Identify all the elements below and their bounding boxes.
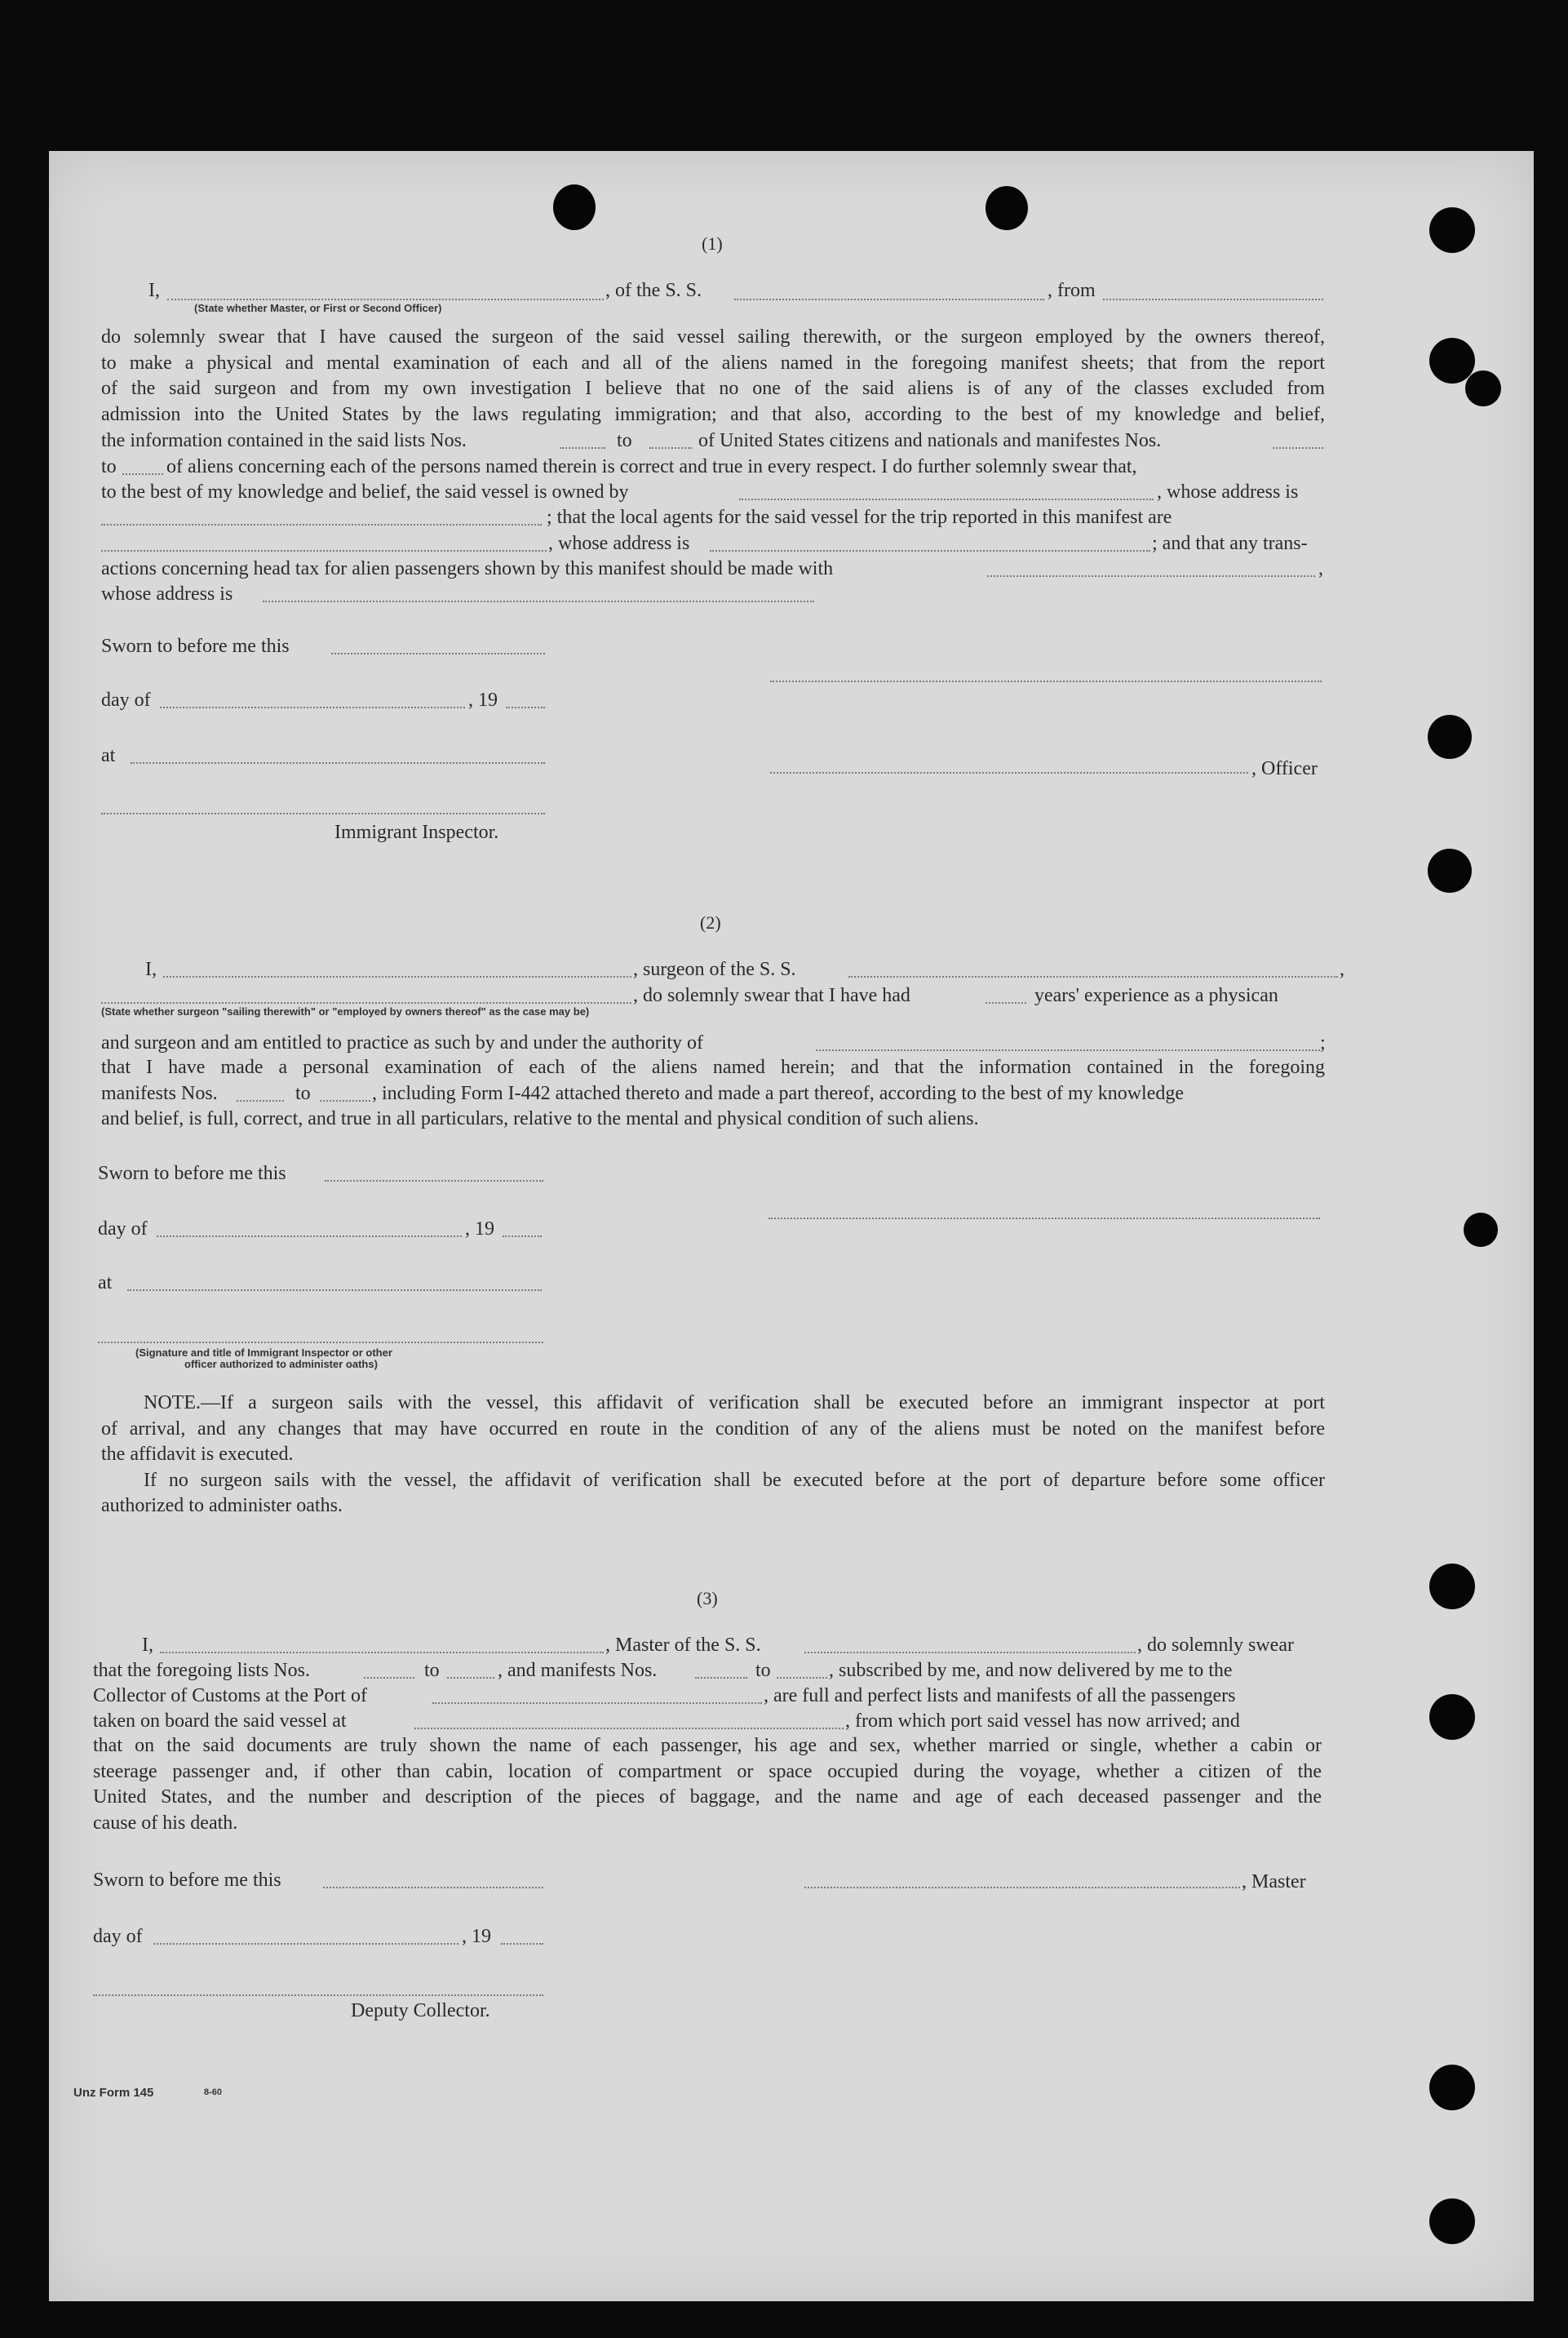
s2-sailing-field[interactable] xyxy=(101,1002,631,1004)
s1-headtax-address-field[interactable] xyxy=(263,601,814,602)
s2-row1b: ; xyxy=(1320,1032,1326,1054)
s3-row2d: to xyxy=(755,1660,771,1681)
s1-lists-from-field[interactable] xyxy=(560,447,605,449)
s3-day-field[interactable] xyxy=(153,1943,458,1945)
section-2-number: (2) xyxy=(700,912,721,933)
s1-vessel-field[interactable] xyxy=(734,299,1044,300)
s3-row: United States, and the number and description of the pieces of baggage, and the name and age of each deceased passenger and the xyxy=(93,1786,1322,1808)
s1-line1-end: , from xyxy=(1048,280,1096,301)
punch-hole xyxy=(1429,207,1475,253)
section-1-number: (1) xyxy=(702,233,723,254)
s1-row8a: ; that the local agents for the said vessel for the trip reported in this manifest are xyxy=(547,507,1172,528)
s1-officer-field[interactable] xyxy=(167,299,604,300)
s3-year: , 19 xyxy=(462,1926,491,1947)
s2-sig-label-2: officer authorized to administer oaths) xyxy=(184,1358,378,1370)
s1-year-field[interactable] xyxy=(506,707,545,708)
s1-row10a: actions concerning head tax for alien passengers shown by this manifest should be made with xyxy=(101,558,834,579)
s3-manifests-from-field[interactable] xyxy=(695,1677,747,1679)
s1-headtax-field[interactable] xyxy=(987,575,1315,577)
s3-row3b: , are full and perfect lists and manifests of all the passengers xyxy=(764,1685,1236,1706)
s3-vessel-field[interactable] xyxy=(804,1652,1136,1653)
s1-manifests-field[interactable] xyxy=(1273,447,1323,449)
s1-owner-address-field[interactable] xyxy=(101,524,542,526)
punch-hole xyxy=(1464,1213,1498,1247)
s2-sig-label-1: (Signature and title of Immigrant Inspector or other xyxy=(135,1346,392,1359)
s1-row7b: , whose address is xyxy=(1157,481,1299,503)
s2-signature-line[interactable] xyxy=(768,1218,1320,1219)
s1-line1-mid: , of the S. S. xyxy=(605,280,702,301)
s3-lists-to-field[interactable] xyxy=(447,1677,494,1679)
s3-day: day of xyxy=(93,1926,143,1947)
section-3-number: (3) xyxy=(697,1588,718,1608)
s1-row7a: to the best of my knowledge and belief, the said vessel is owned by xyxy=(101,481,629,503)
s2-at-field[interactable] xyxy=(127,1289,542,1291)
s3-row2e: , subscribed by me, and now delivered by me to the xyxy=(829,1660,1233,1681)
s2-line1b: , surgeon of the S. S. xyxy=(633,959,796,980)
s1-paragraph xyxy=(101,325,1325,428)
s3-port-field[interactable] xyxy=(432,1702,762,1704)
footer-form-label: Unz Form 145 xyxy=(73,2086,154,2100)
s1-year: , 19 xyxy=(468,690,498,711)
punch-hole xyxy=(1429,1694,1475,1740)
s1-signature-line[interactable] xyxy=(770,681,1322,682)
s1-hint: (State whether Master, or First or Second Officer) xyxy=(194,302,442,314)
s2-vessel-field[interactable] xyxy=(848,976,1338,978)
s2-sworn: Sworn to before me this xyxy=(98,1163,286,1184)
s2-inspector-line[interactable] xyxy=(98,1342,543,1343)
s1-at-field[interactable] xyxy=(131,762,545,764)
s2-line1c: , xyxy=(1340,959,1344,980)
s3-master-field[interactable] xyxy=(160,1652,604,1653)
s1-row5c: of United States citizens and nationals and manifestes Nos. xyxy=(698,430,1162,451)
s3-row: cause of his death. xyxy=(93,1812,238,1834)
s2-note-row: the affidavit is executed. xyxy=(101,1444,294,1465)
s2-line2b: years' experience as a physican xyxy=(1034,985,1278,1006)
s2-note2-row: authorized to administer oaths. xyxy=(101,1495,343,1516)
s3-row4b: , from which port said vessel has now arrived; and xyxy=(845,1710,1240,1732)
s3-master: , Master xyxy=(1242,1871,1306,1892)
s1-owner-field[interactable] xyxy=(739,499,1154,500)
s3-line1c: , do solemnly swear xyxy=(1137,1635,1294,1656)
s2-day-field[interactable] xyxy=(157,1236,462,1237)
s3-row3a: Collector of Customs at the Port of xyxy=(93,1685,367,1706)
s1-line1-prefix: I, xyxy=(148,280,160,301)
punch-hole xyxy=(1465,370,1501,406)
s2-row1a: and surgeon and am entitled to practice as such by and under the authority of xyxy=(101,1032,703,1054)
s2-row4: and belief, is full, correct, and true in all particulars, relative to the mental and physical condition of such aliens. xyxy=(101,1108,979,1129)
s2-years-field[interactable] xyxy=(986,1002,1026,1004)
s3-row4a: taken on board the said vessel at xyxy=(93,1710,347,1732)
footer-form-code: 8-60 xyxy=(204,2087,223,2097)
s2-row3c: , including Form I-442 attached thereto and made a part thereof, according to the best of my knowledge xyxy=(372,1083,1185,1104)
s1-row: to make a physical and mental examination of each and all of the aliens named in the foregoing manifest sheets; that from the report xyxy=(101,352,1325,374)
s2-manifests-to-field[interactable] xyxy=(320,1100,370,1102)
s1-manifests-to-field[interactable] xyxy=(122,473,163,475)
s2-manifests-from-field[interactable] xyxy=(237,1100,284,1102)
s3-year-field[interactable] xyxy=(501,1943,543,1945)
s2-at: at xyxy=(98,1272,113,1293)
s3-row: steerage passenger and, if other than cabin, location of compartment or space occupied during the voyage, whether a citizen of the xyxy=(93,1760,1322,1782)
s2-line1a: I, xyxy=(145,959,157,980)
s3-line1b: , Master of the S. S. xyxy=(605,1635,761,1656)
s1-agents-field[interactable] xyxy=(101,550,547,552)
s3-deputy-line[interactable] xyxy=(93,1994,543,1996)
s3-row2b: to xyxy=(424,1660,440,1681)
s2-surgeon-field[interactable] xyxy=(163,976,631,978)
s3-sworn: Sworn to before me this xyxy=(93,1870,281,1891)
s1-inspector-line[interactable] xyxy=(101,813,545,814)
s1-row9a: , whose address is xyxy=(548,533,690,554)
punch-hole xyxy=(1429,1564,1475,1609)
s1-at: at xyxy=(101,745,116,766)
s1-day: day of xyxy=(101,690,151,711)
s2-row3b: to xyxy=(295,1083,311,1104)
s1-sworn: Sworn to before me this xyxy=(101,636,290,657)
s3-deputy: Deputy Collector. xyxy=(351,2000,490,2021)
s1-row9b: ; and that any trans- xyxy=(1152,533,1308,554)
s2-note-row: of arrival, and any changes that may have occurred en route in the condition of any of the aliens must be noted on the manifest before xyxy=(101,1417,1325,1440)
s3-row2a: that the foregoing lists Nos. xyxy=(93,1660,310,1681)
s1-inspector: Immigrant Inspector. xyxy=(334,822,499,843)
s2-row3a: manifests Nos. xyxy=(101,1083,218,1104)
s1-lists-to-field[interactable] xyxy=(649,447,692,449)
s1-day-field[interactable] xyxy=(160,707,465,708)
s2-note2-row: If no surgeon sails with the vessel, the affidavit of verification shall be executed before at the port of departure before some officer xyxy=(144,1469,1325,1491)
s1-row: of the said surgeon and from my own investigation I believe that no one of the said aliens is of any of the classes excluded from xyxy=(101,378,1325,399)
s1-officer-line[interactable] xyxy=(770,772,1248,774)
s2-paragraph xyxy=(101,1055,1325,1081)
s1-row5b: to xyxy=(617,430,632,451)
s2-note xyxy=(101,1391,1325,1519)
punch-hole xyxy=(1429,2198,1475,2244)
s2-year: , 19 xyxy=(465,1218,494,1240)
s2-line2a: , do solemnly swear that I have had xyxy=(633,985,910,1006)
punch-hole xyxy=(1428,715,1472,759)
s3-manifests-to-field[interactable] xyxy=(777,1677,827,1679)
s1-row6b: of aliens concerning each of the persons named therein is correct and true in every respect. I do further solemnly swear that, xyxy=(166,456,1137,477)
punch-hole xyxy=(553,184,596,230)
s1-agents-address-field[interactable] xyxy=(710,550,1150,552)
s1-officer: , Officer xyxy=(1251,758,1318,779)
s2-hint: (State whether surgeon "sailing therewith" or "employed by owners thereof" as the case may be) xyxy=(101,1005,590,1018)
s1-row11a: whose address is xyxy=(101,583,233,605)
s1-row10b: , xyxy=(1318,558,1323,579)
s2-row: that I have made a personal examination of each of the aliens named herein; and that the information contained in the foregoing xyxy=(101,1057,1325,1078)
s3-row: that on the said documents are truly shown the name of each passenger, his age and sex, whether married or single, whether a cabin or xyxy=(93,1735,1322,1756)
s3-sworn-field[interactable] xyxy=(323,1887,543,1888)
s1-row: admission into the United States by the laws regulating immigration; and that also, according to the best of my knowledge and belief, xyxy=(101,403,1325,425)
s2-authority-field[interactable] xyxy=(816,1049,1320,1051)
s3-lists-from-field[interactable] xyxy=(364,1677,414,1679)
punch-hole xyxy=(986,186,1028,230)
s3-paragraph xyxy=(93,1733,1322,1836)
s1-row: do solemnly swear that I have caused the surgeon of the said vessel sailing therewith, or the surgeon employed by the owners thereof, xyxy=(101,326,1325,348)
punch-hole xyxy=(1428,849,1472,893)
s1-row6a: to xyxy=(101,456,117,477)
s2-year-field[interactable] xyxy=(503,1236,542,1237)
s1-sworn-field[interactable] xyxy=(331,653,545,654)
s3-line1a: I, xyxy=(142,1635,153,1656)
s2-day: day of xyxy=(98,1218,148,1240)
s1-row5a: the information contained in the said lists Nos. xyxy=(101,430,467,451)
punch-hole xyxy=(1429,2065,1475,2110)
s1-from-field[interactable] xyxy=(1103,299,1323,300)
s3-boarded-at-field[interactable] xyxy=(414,1728,844,1729)
s3-row2c: , and manifests Nos. xyxy=(498,1660,658,1681)
s2-note-row: NOTE.—If a surgeon sails with the vessel, this affidavit of verification shall be executed before an immigrant inspector at port xyxy=(144,1392,1325,1413)
s2-sworn-field[interactable] xyxy=(325,1180,543,1182)
s3-master-signature-line[interactable] xyxy=(804,1887,1240,1888)
